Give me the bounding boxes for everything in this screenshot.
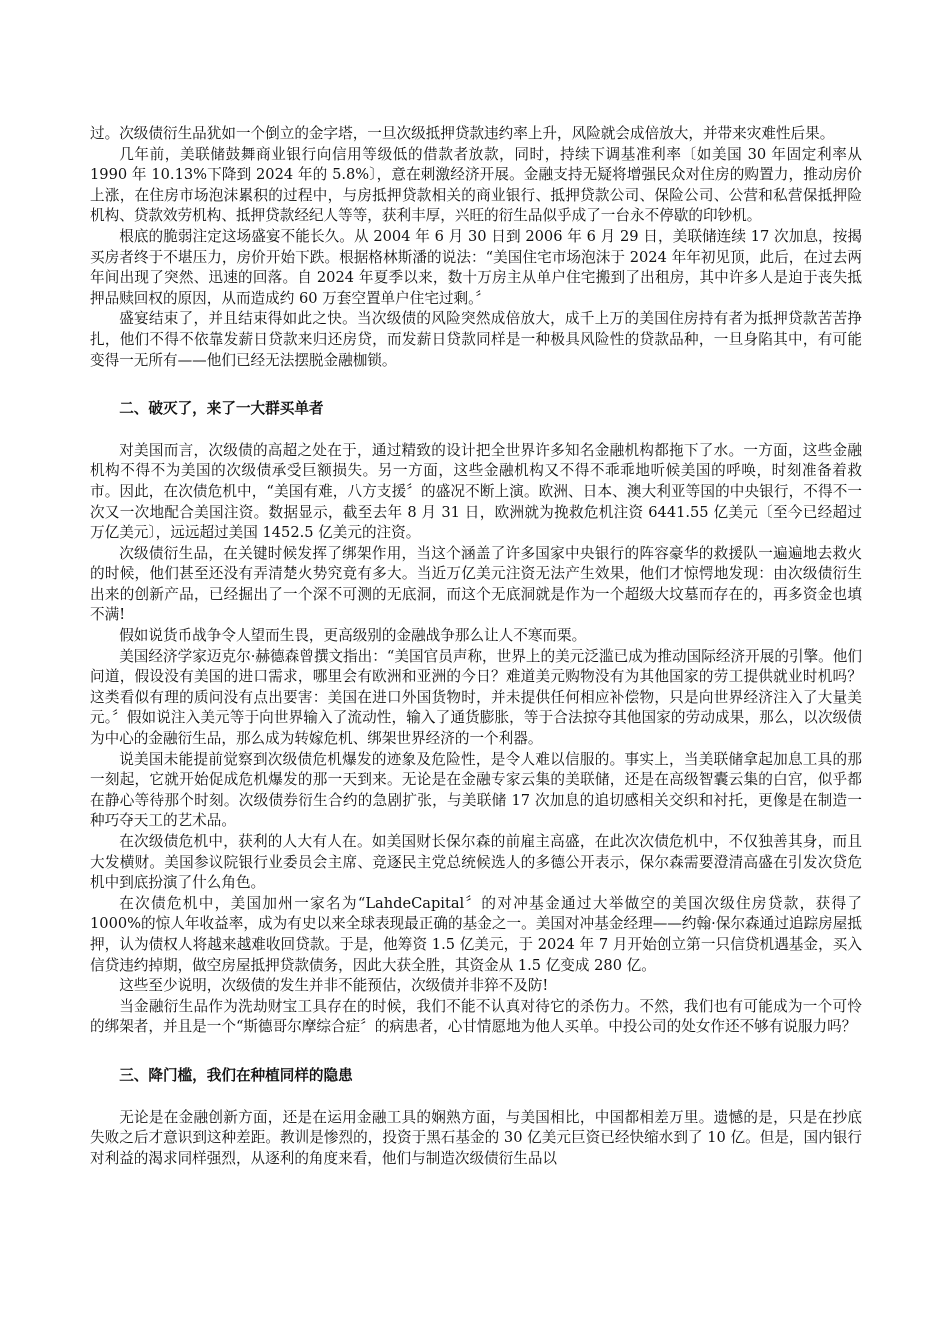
paragraph: 在次级债危机中，获利的人大有人在。如美国财长保尔森的前雇主高盛，在此次次债危机中，不仅独善其身，而且大发横财。美国参议院银行业委员会主席、竞逐民主党总统候选人的多德公开表示，保尔森需要澄清高盛在引发次贷危机中到底扮演了什么角色。 xyxy=(90,833,862,892)
paragraph: 盛宴结束了，并且结束得如此之快。当次级债的风险突然成倍放大，成千上万的美国住房持有者为抵押贷款苦苦挣扎，他们不得不依靠发薪日贷款来归还房贷，而发薪日贷款同样是一种极具风险性的贷款品种，一旦身陷其中，有可能变得一无所有——他们已经无法摆脱金融枷锁。 xyxy=(90,310,862,369)
paragraph: 根底的脆弱注定这场盛宴不能长久。从 2004 年 6 月 30 日到 2006 年 6 月 29 日，美联储连续 17 次加息，按揭买房者终于不堪压力，房价开始下跌。根据格林斯潘的说法：“美国住宅市场泡沫于 2024 年年初见顶，此后，在过去两年间出现了突然、迅速的回落。自 2024 年夏季以来，数十万房主从单户住宅搬到了出租房，其中许多人是迫于丧失抵押品赎回权的原因，从而造成约 60 万套空置单户住宅过剩。〞 xyxy=(90,227,862,307)
paragraph: 当金融衍生品作为洗劫财宝工具存在的时候，我们不能不认真对待它的杀伤力。不然，我们也有可能成为一个可怜的绑架者，并且是一个“斯德哥尔摩综合症〞的病患者，心甘情愿地为他人买单。中投公司的处女作还不够有说服力吗？ xyxy=(90,997,862,1036)
paragraph: 在次债危机中，美国加州一家名为“LahdeCapital〞的对冲基金通过大举做空的美国次级住房贷款，获得了 1000%的惊人年收益率，成为有史以来全球表现最正确的基金之一。美国对冲基金经理——约翰·保尔森通过追踪房屋抵押，认为债权人将越来越难收回贷款。于是，他筹资 1.5 亿美元，于 2024 年 7 月开始创立第一只信贷机遇基金，买入信贷违约掉期，做空房屋抵押贷款债务，因此大获全胜，其资金从 1.5 亿变成 280 亿。 xyxy=(90,894,862,974)
paragraph: 对美国而言，次级债的高超之处在于，通过精致的设计把全世界许多知名金融机构都拖下了水。一方面，这些金融机构不得不为美国的次级债承受巨额损失。另一方面，这些金融机构又不得不乖乖地听候美国的呼唤，时刻准备着救市。因此，在次债危机中，“美国有难，八方支援〞的盛况不断上演。欧洲、日本、澳大利亚等国的中央银行，不得不一次又一次地配合美国注资。数据显示，截至去年 8 月 31 日，欧洲就为挽救危机注资 6441.55 亿美元〔至今已经超过万亿美元〕，远远超过美国 1452.5 亿美元的注资。 xyxy=(90,441,862,542)
section-heading-3: 三、降门槛，我们在种植同样的隐患 xyxy=(119,1066,353,1084)
paragraph: 假如说货币战争令人望而生畏，更高级别的金融战争那么让人不寒而栗。 xyxy=(119,627,587,645)
paragraph-continued: 过。次级债衍生品犹如一个倒立的金字塔，一旦次级抵押贷款违约率上升，风险就会成倍放大，并带来灾难性后果。 xyxy=(90,125,835,142)
paragraph: 次级债衍生品，在关键时候发挥了绑架作用，当这个涵盖了许多国家中央银行的阵容豪华的救援队一遍遍地去救火的时候，他们甚至还没有弄清楚火势究竟有多大。当近万亿美元注资无法产生效果，他们才惊愕地发现：由次级债衍生出来的创新产品，已经掘出了一个深不可测的无底洞，而这个无底洞就是作为一个超级大坟墓而存在的，再多资金也填不满! xyxy=(90,544,862,624)
paragraph: 美国经济学家迈克尔·赫德森曾撰文指出：“美国官员声称，世界上的美元泛滥已成为推动国际经济开展的引擎。他们问道，假设没有美国的进口需求，哪里会有欧洲和亚洲的今日？难道美元购物没有为其他国家的劳工提供就业时机吗？这类看似有理的质问没有点出要害：美国在进口外国货物时，并未提供任何相应补偿物，只是向世界经济注入了大量美元。〞假如说注入美元等于向世界输入了流动性，输入了通货膨胀，等于合法掠夺其他国家的劳动成果，那么，以次级债为中心的金融衍生品，那么成为转嫁危机、绑架世界经济的一个利器。 xyxy=(90,647,862,748)
section-heading-2: 二、破灭了，来了一大群买单者 xyxy=(119,400,324,418)
paragraph: 说美国未能提前觉察到次级债危机爆发的迹象及危险性，是令人难以信服的。事实上，当美联储拿起加息工具的那一刻起，它就开始促成危机爆发的那一天到来。无论是在金融专家云集的美联储，还是在高级智囊云集的白宫，似乎都在静心等待那个时刻。次级债券衍生合约的急剧扩张，与美联储 17 次加息的追切感相关交织和衬托，更像是在制造一种巧夺天工的艺术品。 xyxy=(90,750,862,830)
paragraph: 几年前，美联储鼓舞商业银行向信用等级低的借款者放款，同时，持续下调基准利率〔如美国 30 年固定利率从 1990 年 10.13%下降到 2024 年的 5.8%〕，意在刺激经济开展。金融支持无疑将增强民众对住房的购置力，推动房价上涨，在住房市场泡沫累积的过程中，与房抵押贷款相关的商业银行、抵押贷款公司、保险公司、公营和私营保抵押险机构、贷款效劳机构、抵押贷款经纪人等等，获利丰厚，兴旺的衍生品似乎成了一台永不停歇的印钞机。 xyxy=(90,145,862,225)
paragraph: 无论是在金融创新方面，还是在运用金融工具的娴熟方面，与美国相比，中国都相差万里。遗憾的是，只是在抄底失败之后才意识到这种差距。教训是惨烈的，投资于黑石基金的 30 亿美元巨资已经快缩水到了 10 亿。但是，国内银行对利益的渴求同样强烈，从逐利的角度来看，他们与制造次级债衍生品以 xyxy=(90,1108,862,1167)
paragraph: 这些至少说明，次级债的发生并非不能预估，次级债并非猝不及防! xyxy=(119,977,549,995)
